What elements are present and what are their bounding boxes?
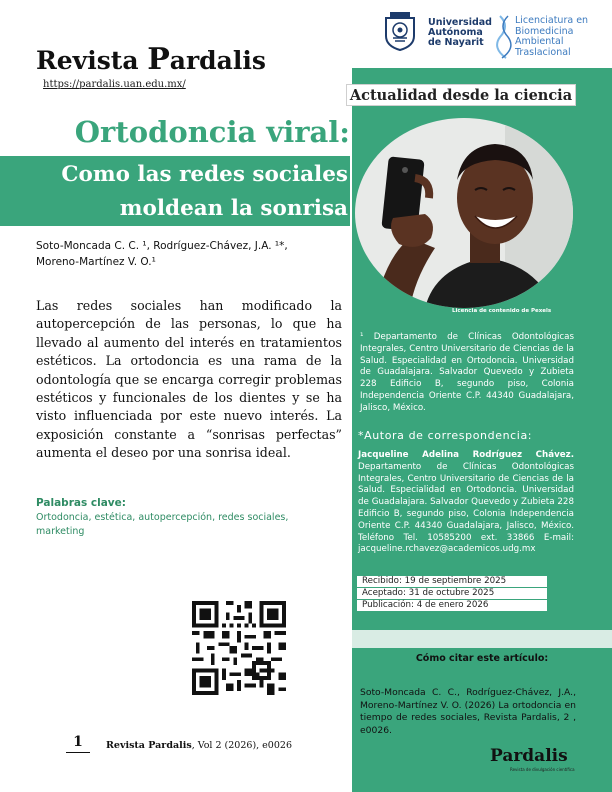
program-name: Licenciatura en Biomedicina Ambiental Traslacional <box>515 15 589 58</box>
sidebar-divider-band <box>352 630 612 648</box>
section-label: Actualidad desde la ciencia <box>346 84 576 106</box>
date-received: Recibido: 19 de septiembre 2025 <box>357 576 547 587</box>
journal-masthead <box>36 42 266 77</box>
page-number: 1 <box>66 734 90 753</box>
qr-code-icon[interactable] <box>192 601 286 695</box>
pardalis-logo-tagline: Revista de divulgación científica <box>510 767 575 772</box>
journal-url-link[interactable]: https://pardalis.uan.edu.mx/ <box>43 79 186 90</box>
university-seal-icon <box>381 10 419 52</box>
correspondence-title: *Autora de correspondencia: <box>358 429 533 442</box>
correspondence-details: Jacqueline Adelina Rodríguez Chávez. Departamento de Clínicas Odontológicas Integrales, Centro Universitario de Ciencias de la Salud. Especialidad en Ortodoncia. Universidad de Guadalajara. Salvador Quevedo y Zubieta 228 Edificio B, segundo piso, Colonia Independencia Oriente C.P. 44340 Guadalajara, Jalisco, México. Teléfono Tel. 10585200 ext. 33866 E-mail: jacqueline.rchavez@academicos.udg.mx <box>358 450 574 555</box>
pardalis-logo: Pardalis <box>490 746 568 766</box>
cite-title: Cómo citar este artículo: <box>415 653 549 664</box>
date-accepted: Aceptado: 31 de octubre 2025 <box>357 588 547 599</box>
dna-helix-icon <box>496 14 512 60</box>
photo-credit: Licencia de contenido de Pexels <box>452 308 552 314</box>
footer-citation: Revista Pardalis, Vol 2 (2026), e0026 <box>106 740 292 751</box>
journal-name-prefix: Revista <box>36 46 148 75</box>
date-published: Publicación: 4 de enero 2026 <box>357 600 547 611</box>
cite-text: Soto-Moncada C. C., Rodríguez-Chávez, J.A., Moreno-Martínez V. O. (2026) La ortodoncia en tiempo de redes sociales, Revista Pardalis, 2 , e0026. <box>360 687 576 736</box>
keywords-list: Ortodoncia, estética, autopercepción, redes sociales, marketing <box>36 512 289 537</box>
article-abstract: Las redes sociales han modificado la autopercepción de las personas, lo que ha llevado al aumento del interés en tratamientos estéticos. La ortodoncia es una rama de la odontología que se encarga corregir problemas estéticos y funcionales de los dientes y se ha visto influenciada por este nuevo interés. La exposición constante a “sonrisas perfectas” aumenta el deseo por una sonrisa ideal. <box>36 298 342 461</box>
journal-name-initial: P <box>147 42 170 77</box>
university-name: Universidad Autónoma de Nayarit <box>428 17 492 48</box>
keywords-title: Palabras clave: <box>36 497 126 509</box>
article-photo <box>355 118 573 308</box>
article-title: Ortodoncia viral: <box>74 115 350 149</box>
author-list: Soto-Moncada C. C. ¹, Rodríguez-Chávez, J.A. ¹*, Moreno-Martínez V. O.¹ <box>36 240 288 268</box>
journal-name-suffix: ardalis <box>169 46 266 75</box>
author-affiliation: ¹ Departamento de Clínicas Odontológicas Integrales, Centro Universitario de Ciencias de la Salud. Especialidad en Ortodoncia. Universidad de Guadalajara. Salvador Quevedo y Zubieta 228 Edificio B, segundo piso, Colonia Independencia Oriente C.P. 44340 Guadalajara, Jalisco, México. <box>360 332 574 413</box>
article-subtitle: Como las redes sociales moldean la sonrisa <box>61 162 348 221</box>
